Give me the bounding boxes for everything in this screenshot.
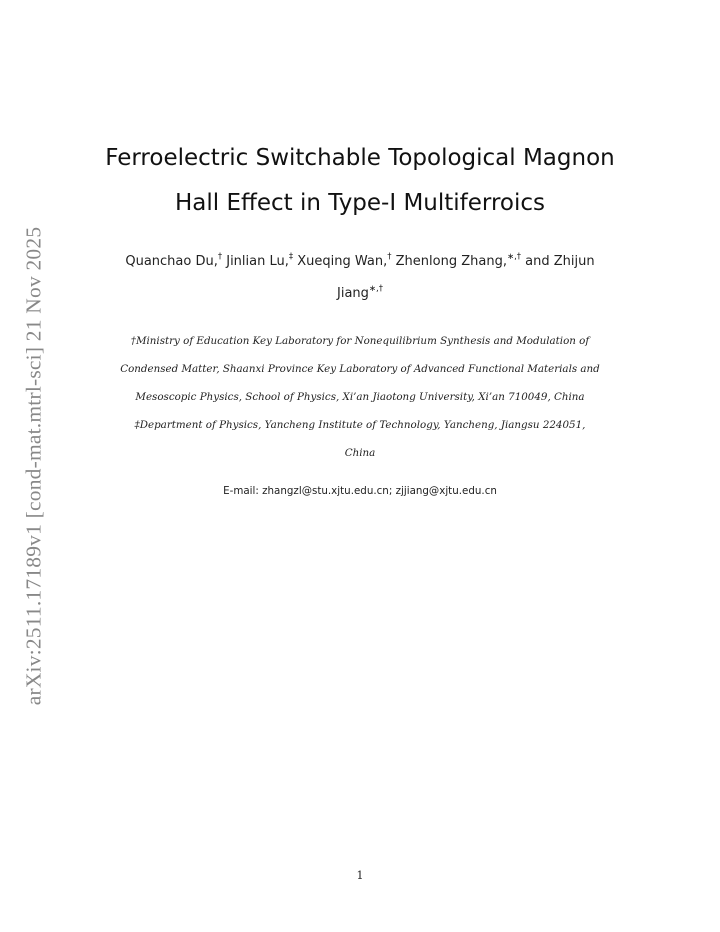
affiliation-line: China [344,447,376,459]
author-list [90,246,630,310]
author-name: Quanchao Du, [125,254,218,269]
title-line-2: Hall Effect in Type-I Multiferroics [174,190,546,216]
affiliation-mark: † [217,252,223,262]
affiliations-block [70,327,650,467]
author-name: Jiang [337,286,369,301]
affiliation-mark: ∗,† [506,252,522,262]
author-line-1: Quanchao Du,† Jinlian Lu,‡ Xueqing Wan,† Zhenlong Zhang,∗,† and Zhijun [125,252,595,269]
affiliation-mark: ‡ [288,252,294,262]
page-number: 1 [356,869,364,882]
author-name: Zhijun [553,254,595,269]
author-line-2 [90,278,630,310]
author-name: Xueqing Wan, [297,254,388,269]
affiliation-line: Mesoscopic Physics, School of Physics, Xi’an Jiaotong University, Xi’an 710049, China [135,391,585,403]
contact-email: E-mail: zhangzl@stu.xjtu.edu.cn; zjjiang@xjtu.edu.cn [223,485,497,497]
title-line-1: Ferroelectric Switchable Topological Magnon [105,145,615,171]
arxiv-identifier-stamp: arXiv:2511.17189v1 [cond-mat.mtrl-sci] 21 Nov 2025 [21,226,46,706]
affiliation-line: †Ministry of Education Key Laboratory for Nonequilibrium Synthesis and Modulation of [130,335,590,347]
affiliation-line: ‡Department of Physics, Yancheng Institute of Technology, Yancheng, Jiangsu 224051, [134,419,586,431]
author-name: Jinlian Lu, [226,254,289,269]
affiliation-mark: ∗,† [368,284,383,294]
paper-title [60,136,660,226]
author-name: Zhenlong Zhang, [395,254,507,269]
affiliation-line: Condensed Matter, Shaanxi Province Key Laboratory of Advanced Functional Materials and [120,363,600,375]
affiliation-mark: † [387,252,392,262]
